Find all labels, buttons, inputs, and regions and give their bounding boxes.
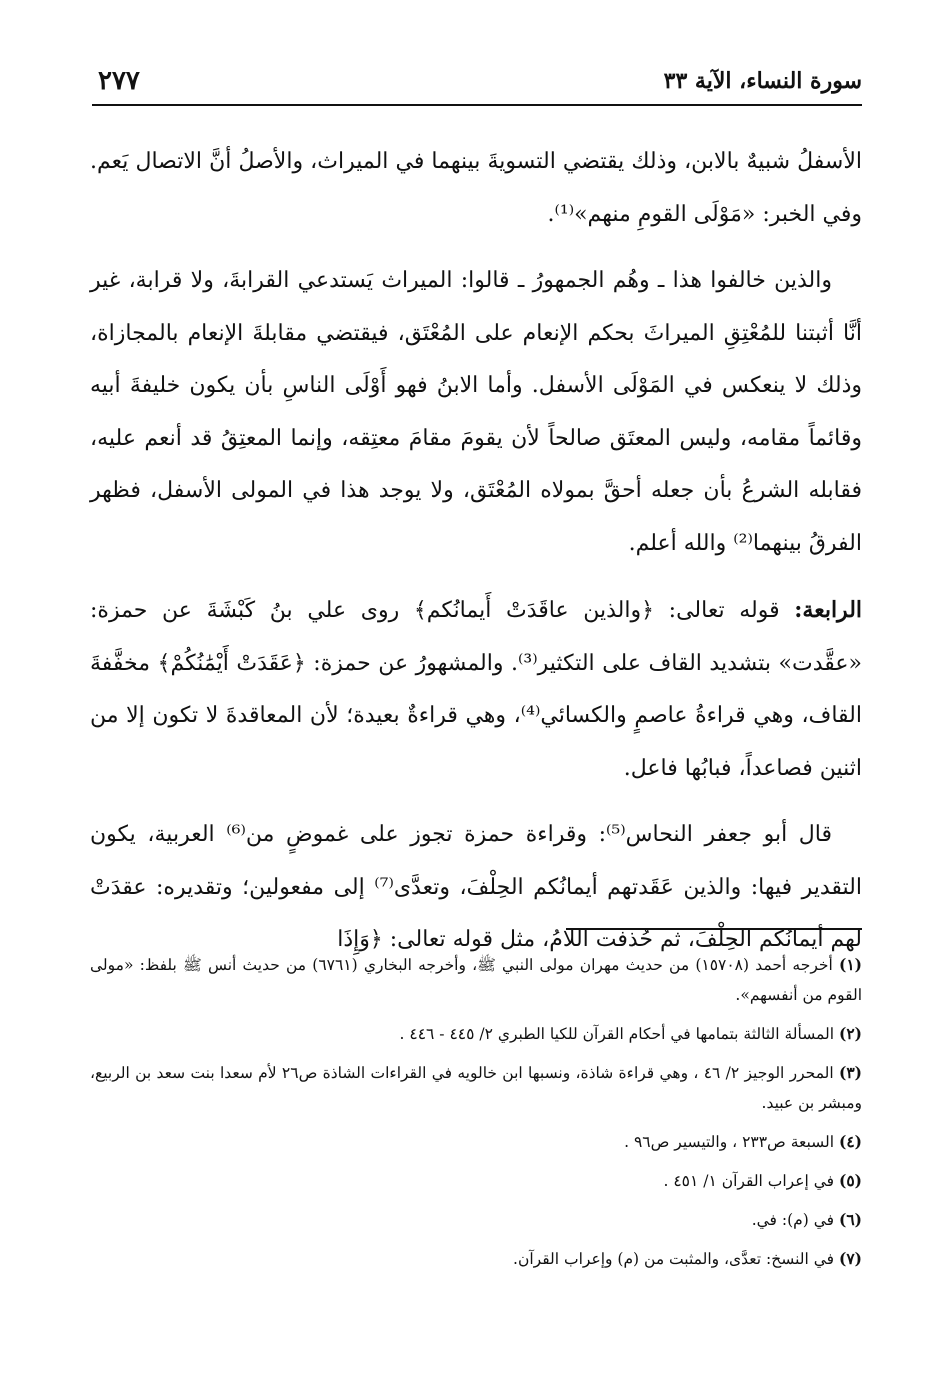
page-number: ٢٧٧ bbox=[98, 66, 140, 96]
running-header bbox=[92, 64, 862, 106]
footnote-text: المحرر الوجيز ٢/ ٤٦ ، وهي قراءة شاذة، ونسبها ابن خالويه في القراءات الشاذة ص٢٦ لأم سعدا بنت سعد بن الربيع، ومبشر بن عبيد. bbox=[90, 1064, 862, 1112]
footnote-text: المسألة الثالثة بتمامها في أحكام القرآن للكيا الطبري ٢/ ٤٤٥ - ٤٤٦ . bbox=[399, 1025, 835, 1043]
footnote bbox=[90, 1205, 862, 1235]
footnote bbox=[90, 950, 862, 1010]
footnote bbox=[90, 1244, 862, 1274]
section-lead: الرابعة: bbox=[794, 597, 863, 623]
footnote bbox=[90, 1019, 862, 1049]
paragraph-text: قوله تعالى: ﴿والذين عاقَدَتْ أَيمانُكم﴾ روى علي بنُ كَبْشَةَ عن حمزة: «عقَّدت» بتشديد القاف على التكثير⁽³⁾. والمشهورُ عن حمزة: ﴿عَقَدَتْ أَيْمَٰنُكُمْ﴾ مخفَّفةَ القاف، وهي قراءةُ عاصمٍ والكسائي⁽⁴⁾، وهي قراءةٌ بعيدة؛ لأن المعاقدةَ لا تكون إلا من اثنين فصاعداً، فبابُها فاعل. bbox=[90, 598, 862, 781]
footnote-text: في إعراب القرآن ١/ ٤٥١ . bbox=[663, 1172, 835, 1190]
footnote-mark: (٣) bbox=[839, 1063, 863, 1082]
paragraph bbox=[90, 809, 862, 967]
footnote-mark: (٦) bbox=[838, 1210, 862, 1229]
footnote-text: السبعة ص٢٣٣ ، والتيسير ص٩٦ . bbox=[624, 1133, 835, 1151]
paragraph-text: الأسفلُ شبيهٌ بالابن، وذلك يقتضي التسويةَ بينهما في الميراث، والأصلُ أنَّ الاتصال يَعم. وفي الخبر: «مَوْلَى القومِ منهم»⁽¹⁾. bbox=[90, 149, 862, 227]
paragraph bbox=[90, 136, 862, 241]
paragraph bbox=[90, 255, 862, 570]
footnote bbox=[90, 1166, 862, 1196]
paragraph-text: والذين خالفوا هذا ـ وهُم الجمهورُ ـ قالوا: الميراث يَستدعي القرابةَ، ولا قرابة، غير أنَّا أثبتنا للمُعْتِقِ الميراثَ بحكم الإنعام على المُعْتَق، فيقتضي مقابلةَ الإنعام بالمجازاة، وذلك لا ينعكس في المَوْلَى الأسفل. وأما الابنُ فهو أَوْلَى الناسِ بأن يكون خليفةَ أبيه وقائماً مقامه، وليس المعتَق صالحاً لأن يقومَ مقامَ معتِقه، وإنما المعتِقُ قد أنعم عليه، فقابله الشرعُ بأن جعله أحقَّ بمولاه المُعْتَق، ولا يوجد هذا في المولى الأسفل، فظهر الفرقُ بينهما⁽²⁾ والله أعلم. bbox=[90, 268, 863, 556]
footnote-mark: (٢) bbox=[838, 1024, 862, 1043]
footnote bbox=[90, 1127, 862, 1157]
paragraph-text: قال أبو جعفر النحاس⁽⁵⁾: وقراءة حمزة تجوز على غموضٍ من⁽⁶⁾ العربية، يكون التقدير فيها: والذين عَقَدتهم أيمانُكم الحِلْفَ، وتعدَّى⁽⁷⁾ إلى مفعولين؛ وتقديره: عقدَتْ لهم أيمانُكم الحِلْفَ، ثم حُذفت اللامُ، مثل قوله تعالى: ﴿وَإِذَا bbox=[90, 822, 862, 952]
footnote-text: أخرجه أحمد (١٥٧٠٨) من حديث مهران مولى النبي ﷺ، وأخرجه البخاري (٦٧٦١) من حديث أنس ﷺ بلفظ: «مولى القوم من أنفسهم». bbox=[90, 956, 862, 1004]
footnote-mark: (١) bbox=[838, 955, 862, 974]
footnote-mark: (٤) bbox=[838, 1132, 862, 1151]
footnotes bbox=[90, 950, 862, 1340]
running-title: سورة النساء، الآية ٣٣ bbox=[663, 68, 862, 94]
footnote bbox=[90, 1058, 862, 1118]
footnote-text: في النسخ: تعدَّى، والمثبت من (م) وإعراب القرآن. bbox=[513, 1250, 835, 1268]
footnote-mark: (٧) bbox=[838, 1249, 862, 1268]
footnote-text: في (م): في. bbox=[751, 1211, 835, 1229]
main-text bbox=[90, 136, 863, 952]
paragraph bbox=[90, 584, 862, 795]
footnote-mark: (٥) bbox=[838, 1171, 862, 1190]
footnote-separator bbox=[566, 928, 862, 930]
